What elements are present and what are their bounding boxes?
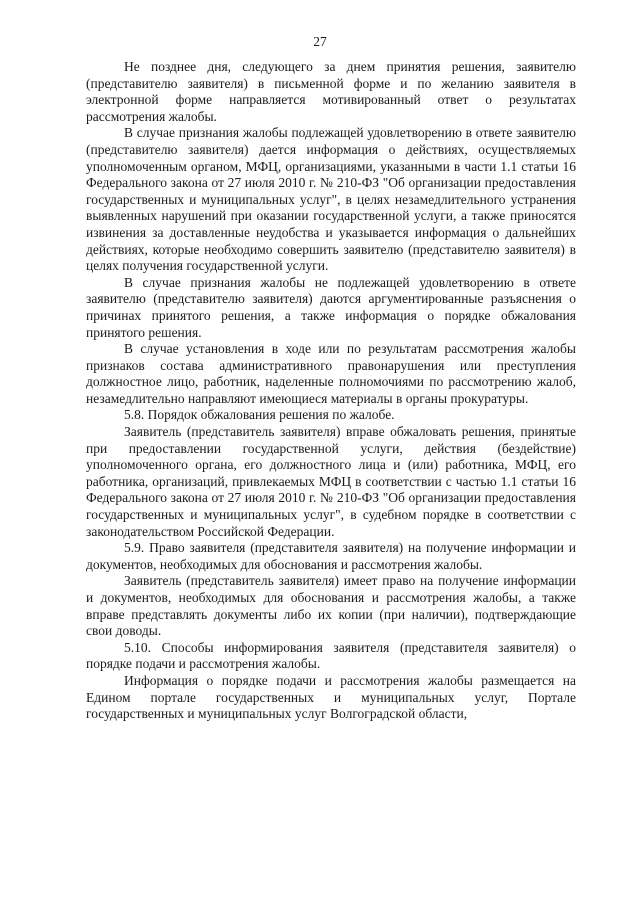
section-heading-5-10: 5.10. Способы информирования заявителя (представителя заявителя) о порядке подачи и рассмотрения жалобы. xyxy=(86,639,576,672)
document-body xyxy=(86,59,576,723)
section-heading-5-9: 5.9. Право заявителя (представителя заявителя) на получение информации и документов, необходимых для обоснования и рассмотрения жалобы. xyxy=(86,540,576,572)
paragraph-right-to-information: Заявитель (представитель заявителя) имеет право на получение информации и документов, необходимых для обоснования и рассмотрения жалобы, а также вправе представлять документы либо их копии (при наличии), подтверждающие свои доводы. xyxy=(86,573,576,639)
section-heading-5-8: 5.8. Порядок обжалования решения по жалобе. xyxy=(124,407,395,423)
paragraph-complaint-satisfied: В случае признания жалобы подлежащей удовлетворению в ответе заявителю (представителю заявителя) дается информация о действиях, осуществляемых уполномоченным органом, МФЦ, организациями, указанными в части 1.1 статьи 16 Федерального закона от 27 июля 2010 г. № 210-ФЗ "Об организации предоставления государственных и муниципальных услуг", в целях незамедлительного устранения выявленных нарушений при оказании государственной услуги, а также приносятся извинения за доставленные неудобства и указывается информация о дальнейших действиях, которые необходимо совершить заявителю (представителю заявителя) в целях получения государственной услуги. xyxy=(86,125,576,274)
paragraph-court-appeal: Заявитель (представитель заявителя) вправе обжаловать решения, принятые при предоставлении государственной услуги, действия (бездействие) уполномоченного органа, его должностного лица и (или) работника, МФЦ, его работника, организаций, привлекаемых МФЦ в соответствии с частью 1.1 статьи 16 Федерального закона от 27 июля 2010 г. № 210-ФЗ "Об организации предоставления государственных и муниципальных услуг", в судебном порядке в соответствии с законодательством Российской Федерации. xyxy=(86,424,576,539)
page-number: 27 xyxy=(313,34,327,49)
paragraph-complaint-rejected: В случае признания жалобы не подлежащей удовлетворению в ответе заявителю (представителю заявителя) даются аргументированные разъяснения о причинах принятого решения, а также информация о порядке обжалования принятого решения. xyxy=(86,274,576,340)
paragraph-reasoned-response: Не позднее дня, следующего за днем принятия решения, заявителю (представителю заявителя) в письменной форме и по желанию заявителя в электронной форме направляется мотивированный ответ о результатах рассмотрения жалобы. xyxy=(86,59,576,124)
paragraph-information-portals: Информация о порядке подачи и рассмотрения жалобы размещается на Едином портале государственных и муниципальных услуг, Портале государственных и муниципальных услуг Волгоградской области, xyxy=(86,672,576,722)
paragraph-prosecution-referral: В случае установления в ходе или по результатам рассмотрения жалобы признаков состава административного правонарушения или преступления должностное лицо, работник, наделенные полномочиями по рассмотрению жалоб, незамедлительно направляют имеющиеся материалы в органы прокуратуры. xyxy=(86,341,576,406)
